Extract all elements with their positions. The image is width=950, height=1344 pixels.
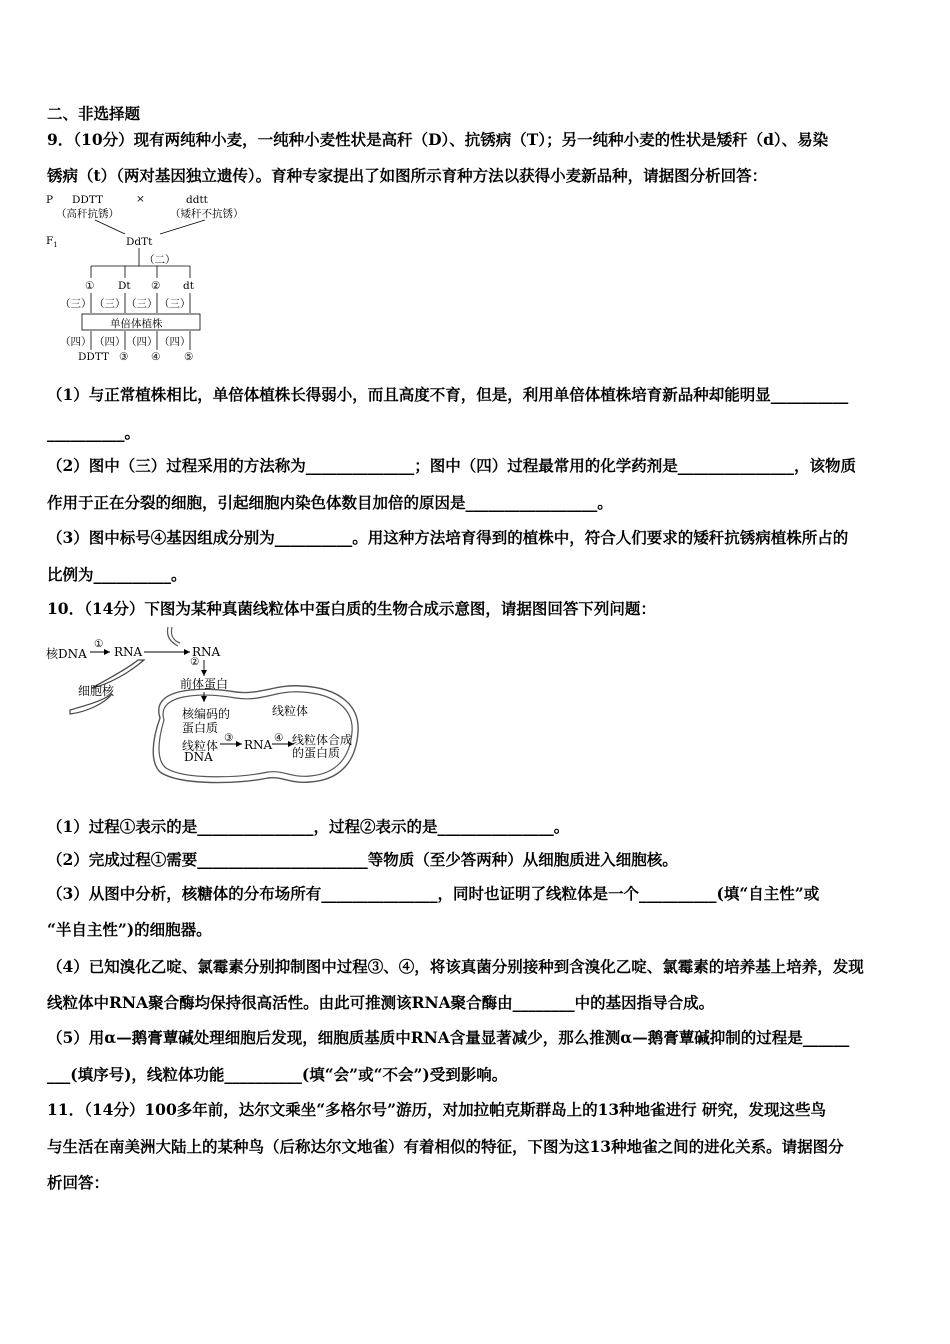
mitochondrion-label: 线粒体 <box>272 704 309 718</box>
step-4-label-3: （四） <box>126 336 158 348</box>
result-1: DDTT <box>78 351 110 363</box>
p1-phenotype: （高秆抗锈） <box>56 208 119 220</box>
result-2: ③ <box>119 351 129 363</box>
p2-phenotype: （矮秆不抗锈） <box>170 208 244 220</box>
q10-mitochondria-diagram <box>40 622 370 792</box>
step-4-label: ④ <box>274 732 284 744</box>
rna-label-3: RNA <box>244 738 273 752</box>
q10-stem: 10．（14分）下图为某种真菌线粒体中蛋白质的生物合成示意图，请据图回答下列问题： <box>47 599 656 618</box>
q11-stem-line2: 与生活在南美洲大陆上的某种鸟（后称达尔文地雀）有着相似的特征，下图为这13种地雀之间的进化关系。请据图分 <box>47 1137 844 1156</box>
nuclear-encoded-protein-label-2: 蛋白质 <box>182 721 219 735</box>
step-3-label-2: （三） <box>94 298 126 310</box>
step-3-label: ③ <box>224 732 234 744</box>
mt-dna-label-2: DNA <box>184 750 213 764</box>
haploid-plant-box: 单倍体植株 <box>110 318 163 330</box>
q9-sub3-line2: 比例为__________。 <box>47 565 187 584</box>
result-4: ⑤ <box>184 351 194 363</box>
p1-genotype: DDTT <box>72 194 104 206</box>
p-label: P <box>46 194 54 206</box>
mt-synthesized-protein-label-2: 的蛋白质 <box>292 746 341 760</box>
gamete-2: Dt <box>118 280 131 292</box>
q10-sub2: （2）完成过程①需要______________________等物质（至少答两种）从细胞质进入细胞核。 <box>47 850 678 869</box>
step-4-label-1: （四） <box>60 336 92 348</box>
q9-sub1-line2: __________。 <box>47 423 141 442</box>
nuclear-dna-label: 核DNA <box>46 647 87 661</box>
gamete-4: dt <box>183 280 194 292</box>
q10-sub4-line1: （4）已知溴化乙啶、氯霉素分别抑制图中过程③、④，将该真菌分别接种到含溴化乙啶、氯霉素的培养基上培养，发现 <box>47 957 864 976</box>
step-3-label-1: （三） <box>60 298 92 310</box>
step-4-label-4: （四） <box>159 336 191 348</box>
gamete-3: ② <box>151 280 161 292</box>
nucleus-label: 细胞核 <box>78 684 115 698</box>
step-2-label: （二） <box>144 254 176 266</box>
cross-symbol: × <box>136 193 145 205</box>
q9-sub1-line1: （1）与正常植株相比，单倍体植株长得弱小，而且高度不育，但是，利用单倍体植株培育新品种却能明显__________ <box>47 385 849 404</box>
gamete-1: ① <box>85 280 95 292</box>
q10-sub1: （1）过程①表示的是_______________，过程②表示的是_______________。 <box>47 817 570 836</box>
q9-sub2-line1: （2）图中（三）过程采用的方法称为______________；图中（四）过程最常用的化学药剂是_______________，该物质 <box>47 456 857 475</box>
p2-genotype: ddtt <box>186 194 208 206</box>
q11-stem-line1: 11．（14分）100多年前，达尔文乘坐“多格尔号”游历，对加拉帕克斯群岛上的13种地雀进行 研究，发现这些鸟 <box>47 1100 827 1119</box>
f1-genotype: DdTt <box>126 236 153 248</box>
q10-sub3-line1: （3）从图中分析，核糖体的分布场所有_______________，同时也证明了线粒体是一个__________(填“自主性”或 <box>47 884 820 903</box>
step-3-label-4: （三） <box>159 298 191 310</box>
q9-sub3-line1: （3）图中标号④基因组成分别为__________。用这种方法培育得到的植株中，符合人们要求的矮秆抗锈病植株所占的 <box>47 528 849 547</box>
precursor-protein-label: 前体蛋白 <box>180 677 229 691</box>
step-4-label-2: （四） <box>94 336 126 348</box>
f1-label: $F_1$ <box>46 235 58 250</box>
rna-label-1: RNA <box>114 645 143 659</box>
mt-synthesized-protein-label-1: 线粒体合成 <box>292 733 353 747</box>
nuclear-encoded-protein-label-1: 核编码的 <box>182 707 231 721</box>
q9-stem-line2: 锈病（t）（两对基因独立遗传）。育种专家提出了如图所示育种方法以获得小麦新品种，请据图分析回答： <box>47 166 768 185</box>
q9-sub2-line2: 作用于正在分裂的细胞，引起细胞内染色体数目加倍的原因是_________________。 <box>47 493 613 512</box>
rna-label-2: RNA <box>192 645 221 659</box>
q9-stem-line1: 9．（10分）现有两纯种小麦，一纯种小麦性状是高秆（D）、抗锈病（T）；另一纯种小麦的性状是矮秆（d）、易染 <box>47 130 829 149</box>
mt-dna-label-1: 线粒体 <box>182 739 219 753</box>
q10-sub3-line2: “半自主性”)的细胞器。 <box>47 920 212 939</box>
q10-sub5-line2: ___(填序号)，线粒体功能__________(填“会”或“不会”)受到影响。 <box>47 1065 508 1084</box>
section-title: 二、非选择题 <box>47 104 141 123</box>
result-3: ④ <box>151 351 161 363</box>
step-1-label: ① <box>94 638 104 650</box>
step-2-label: ② <box>190 656 200 668</box>
q9-breeding-diagram <box>40 190 280 370</box>
q10-sub5-line1: （5）用α—鹅膏蕈碱处理细胞后发现，细胞质基质中RNA含量显著减少，那么推测α—鹅膏蕈碱抑制的过程是______ <box>47 1028 850 1047</box>
step-3-label-3: （三） <box>126 298 158 310</box>
q10-sub4-line2: 线粒体中RNA聚合酶均保持很高活性。由此可推测该RNA聚合酶由________中的基因指导合成。 <box>47 993 715 1012</box>
q11-stem-line3: 析回答： <box>47 1173 110 1192</box>
